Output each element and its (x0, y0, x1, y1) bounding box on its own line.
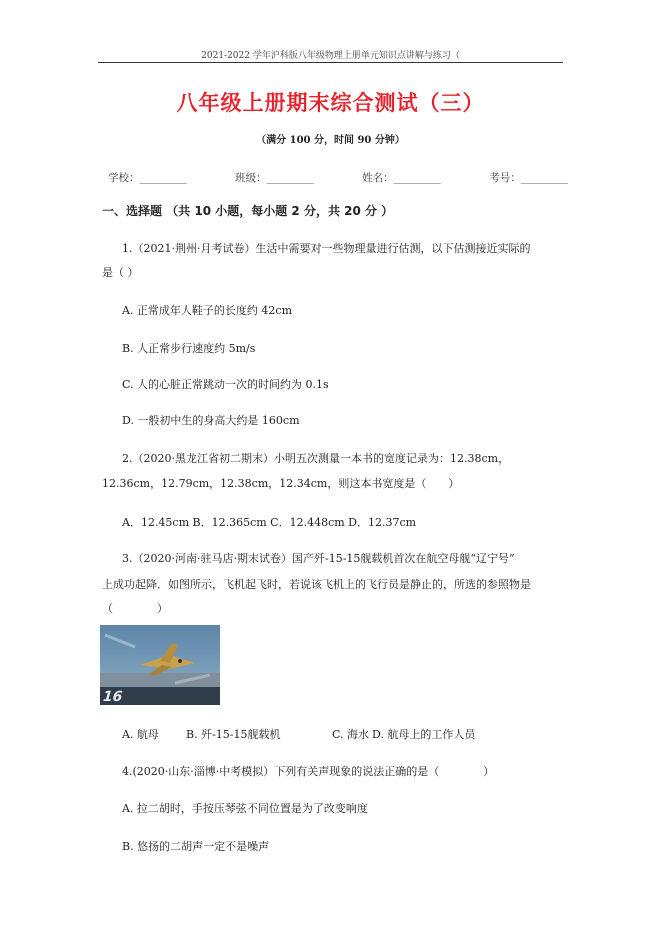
q4-option-b: B. 悠扬的二胡声一定不是噪声 (122, 840, 270, 853)
q1-option-b: B. 人正常步行速度约 5m/s (122, 342, 256, 355)
q1-option-d: D. 一般初中生的身高大约是 160cm (122, 414, 300, 427)
q2-stem-line1: 2.（2020·黑龙江省初二期末）小明五次测量一本书的宽度记录为：12.38cm， (122, 452, 510, 465)
q3-stem-line3: （ ） (102, 602, 168, 615)
q2-options: A．12.45cm B．12.365cm C．12.448cm D．12.37cm (122, 516, 417, 529)
q3-option-c: C. 海水 (332, 728, 370, 741)
q1-stem-line1: 1.（2021·荆州·月考试卷）生活中需要对一些物理量进行估测，以下估测接近实际的 (122, 242, 531, 255)
q4-option-a: A. 拉二胡时，手按压琴弦不同位置是为了改变响度 (122, 802, 368, 815)
svg-text:16: 16 (100, 689, 125, 705)
aircraft-carrier-photo (100, 625, 220, 705)
q3-stem-line2: 上成功起降．如图所示，飞机起飞时，若说该飞机上的飞行员是静止的，所选的参照物是 (102, 578, 531, 591)
q3-option-d: D. 航母上的工作人员 (372, 728, 476, 741)
q3-option-b: B. 歼-15-15舰载机 (186, 728, 281, 741)
q1-stem-line2: 是（ ） (102, 266, 139, 279)
q1-option-c: C. 人的心脏正常跳动一次的时间约为 0.1s (122, 378, 329, 391)
name-field: 姓名：_________ (362, 172, 441, 184)
class-field: 班级：_________ (235, 172, 314, 184)
school-field: 学校：_________ (108, 172, 187, 184)
q3-option-a: A. 航母 (122, 728, 159, 741)
q3-stem-line1: 3.（2020·河南·驻马店·期末试卷）国产歼-15-15舰载机首次在航空母舰“辽宁号” (122, 552, 515, 565)
section-heading: 一、选择题 （共 10 小题，每小题 2 分，共 20 分 ） (102, 204, 394, 218)
running-header: 2021-2022 学年沪科版八年级物理上册单元知识点讲解与练习（ (201, 51, 460, 61)
header-rule (98, 62, 563, 63)
exam-number-field: 考号：_________ (489, 172, 568, 184)
q1-option-a: A. 正常成年人鞋子的长度约 42cm (122, 304, 293, 317)
q2-stem-line2: 12.36cm，12.79cm，12.38cm，12.34cm，则这本书宽度是（ ） (102, 477, 460, 490)
student-info-row (108, 170, 568, 185)
exam-title: 八年级上册期末综合测试（三） (176, 91, 485, 115)
q3-options-row (122, 726, 475, 742)
q4-stem-line1: 4.(2020·山东·淄博·中考模拟）下列有关声现象的说法正确的是（ ） (122, 765, 495, 778)
jet-takeoff-image (100, 625, 220, 705)
exam-subtitle: （满分 100 分，时间 90 分钟） (256, 135, 405, 146)
